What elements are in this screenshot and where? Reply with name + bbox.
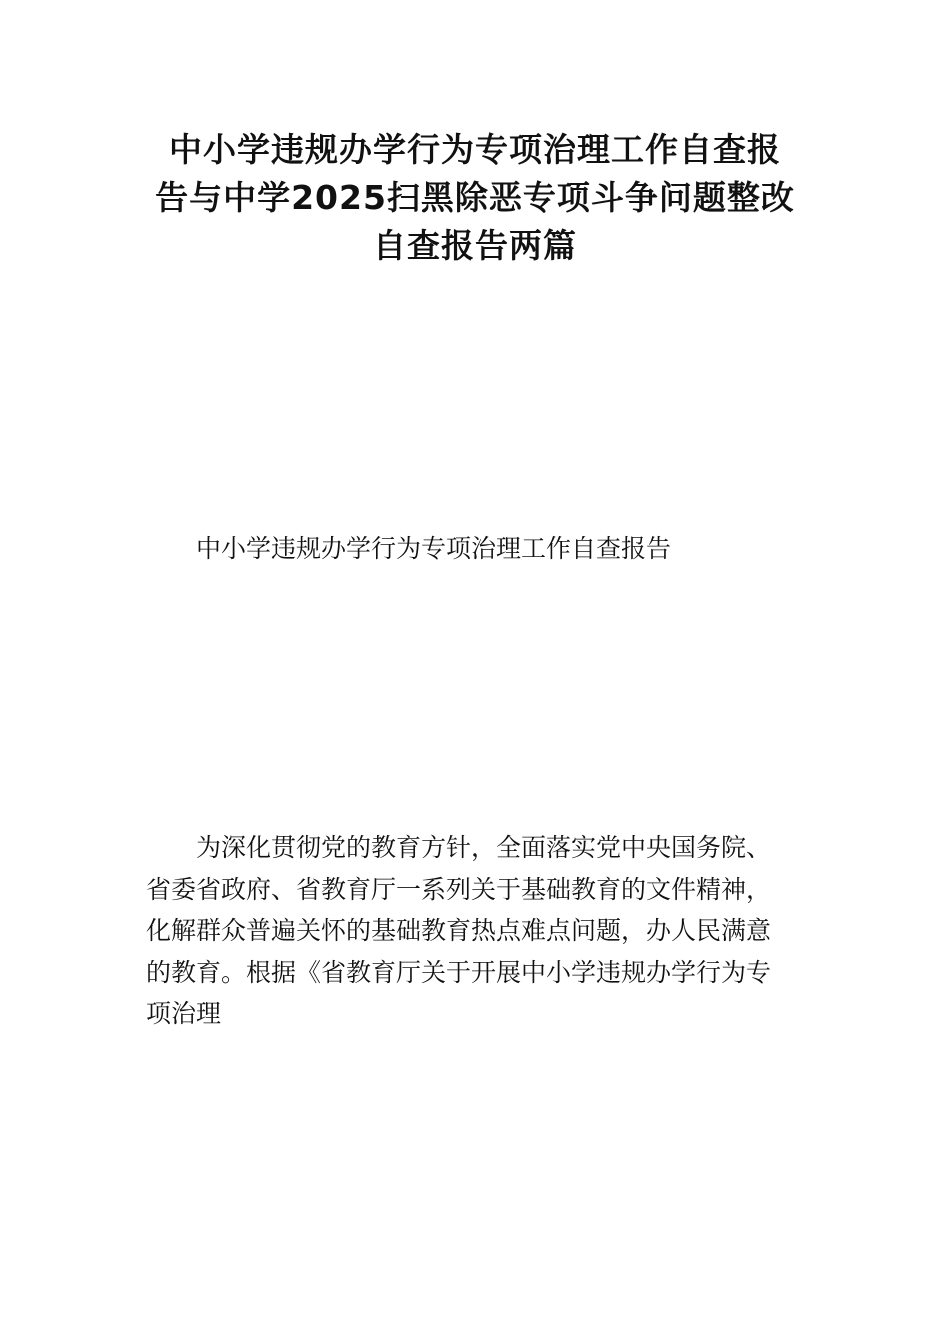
title-line-1: 中小学违规办学行为专项治理工作自查报 — [169, 130, 781, 169]
title-line-2: 告与中学2025扫黑除恶专项斗争问题整改 — [155, 178, 795, 217]
body-paragraph — [146, 827, 806, 1035]
paragraph-line-1: 为深化贯彻党的教育方针，全面落实党中央国务院、 — [196, 833, 772, 862]
paragraph-line-5: 项治理 — [146, 999, 222, 1028]
paragraph-line-3: 化解群众普遍关怀的基础教育热点难点问题，办人民满意 — [146, 916, 772, 945]
section-title: 中小学违规办学行为专项治理工作自查报告 — [196, 534, 672, 563]
paragraph-line-2: 省委省政府、省教育厅一系列关于基础教育的文件精神， — [146, 874, 772, 904]
paragraph-line-4: 的教育。根据《省教育厅关于开展中小学违规办学行为专 — [146, 957, 772, 987]
document-title — [140, 126, 810, 270]
title-line-3: 自查报告两篇 — [373, 226, 577, 265]
